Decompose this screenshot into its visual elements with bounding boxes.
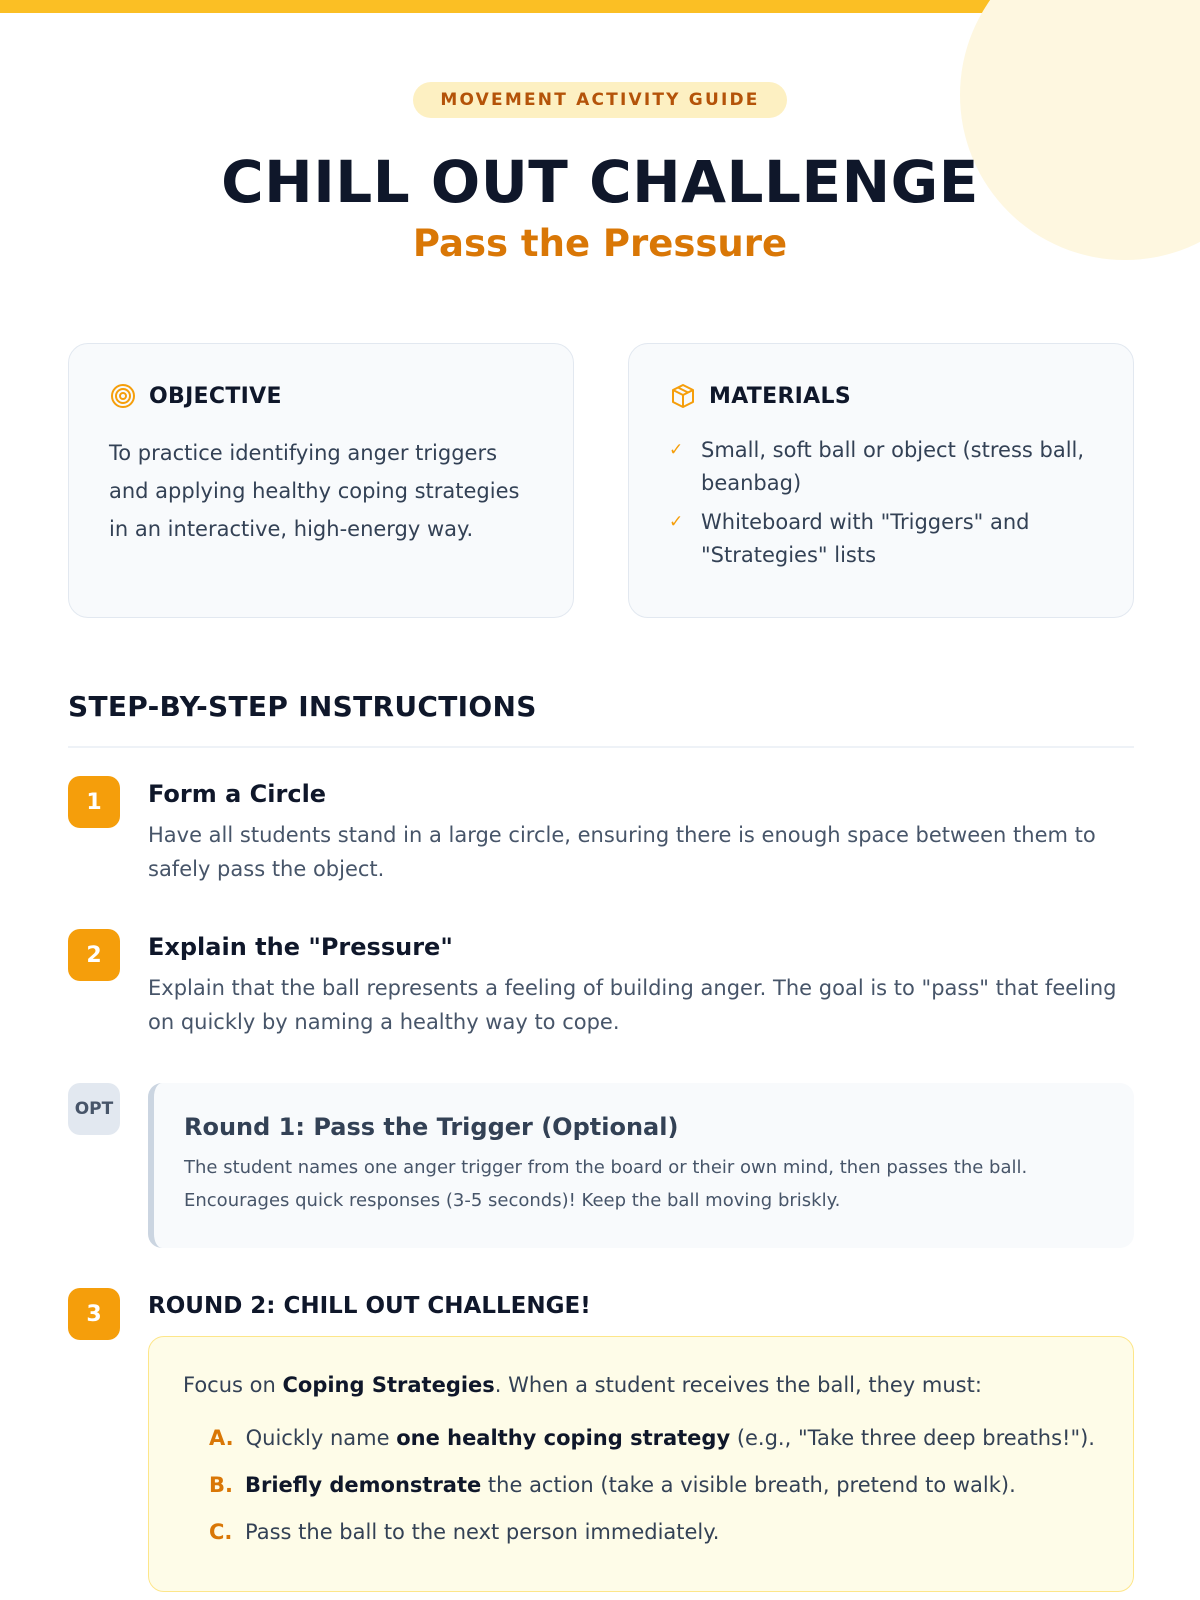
list-item [669,434,1093,500]
step-title: Form a Circle [148,780,327,808]
challenge-list [183,1423,1099,1547]
list-item: C. Pass the ball to the next person immediately. [209,1517,1099,1547]
material-label: Small, soft ball or object (stress ball, beanbag) [701,438,1085,495]
step-description: Have all students stand in a large circle, ensuring there is enough space between them to safely pass the object. [148,823,1096,881]
check-icon: ✓ [669,440,684,460]
objective-title: OBJECTIVE [149,383,282,409]
optional-badge: OPT [68,1083,120,1135]
list-item: B. Briefly demonstrate the action (take a visible breath, pretend to walk). [209,1470,1099,1500]
material-label: Whiteboard with "Triggers" and "Strategies" lists [701,510,1030,567]
divider [68,746,1134,748]
target-icon [109,382,137,410]
materials-title: MATERIALS [709,383,851,409]
guide-badge: MOVEMENT ACTIVITY GUIDE [413,82,786,118]
check-icon: ✓ [669,512,684,532]
decorative-circle [960,0,1200,260]
optional-round-title: Round 1: Pass the Trigger (Optional) [184,1113,679,1141]
item-letter: C. [209,1520,233,1544]
list-item [669,506,1093,572]
step-description: Explain that the ball represents a feeling of building anger. The goal is to "pass" that feeling on quickly by naming a healthy way to cope. [148,976,1117,1034]
step-number-badge: 2 [68,929,120,981]
header [0,82,1200,118]
challenge-box [148,1336,1134,1592]
materials-list [669,434,1093,572]
step-number-badge: 1 [68,776,120,828]
materials-card [628,343,1134,618]
optional-round-description: The student names one anger trigger from the board or their own mind, then passes the ball. Encourages quick responses (3-5 seconds)! Keep the ball moving briskly. [184,1157,1028,1211]
item-letter: B. [209,1473,233,1497]
page-subtitle: Pass the Pressure [412,222,788,265]
step-number-badge: 3 [68,1288,120,1340]
instructions-heading: STEP-BY-STEP INSTRUCTIONS [68,690,537,723]
objective-card [68,343,574,618]
step-title: Explain the "Pressure" [148,933,453,961]
optional-round-box [148,1083,1134,1248]
item-letter: A. [209,1426,234,1450]
challenge-intro: Focus on Coping Strategies. When a student receives the ball, they must: [183,1373,982,1397]
step-title: ROUND 2: CHILL OUT CHALLENGE! [148,1293,591,1319]
page-title: CHILL OUT CHALLENGE [221,148,979,216]
objective-text: To practice identifying anger triggers and applying healthy coping strategies in an interactive, high-energy way. [109,441,520,541]
package-icon [669,382,697,410]
list-item: A. Quickly name one healthy coping strategy (e.g., "Take three deep breaths!"). [209,1423,1099,1453]
